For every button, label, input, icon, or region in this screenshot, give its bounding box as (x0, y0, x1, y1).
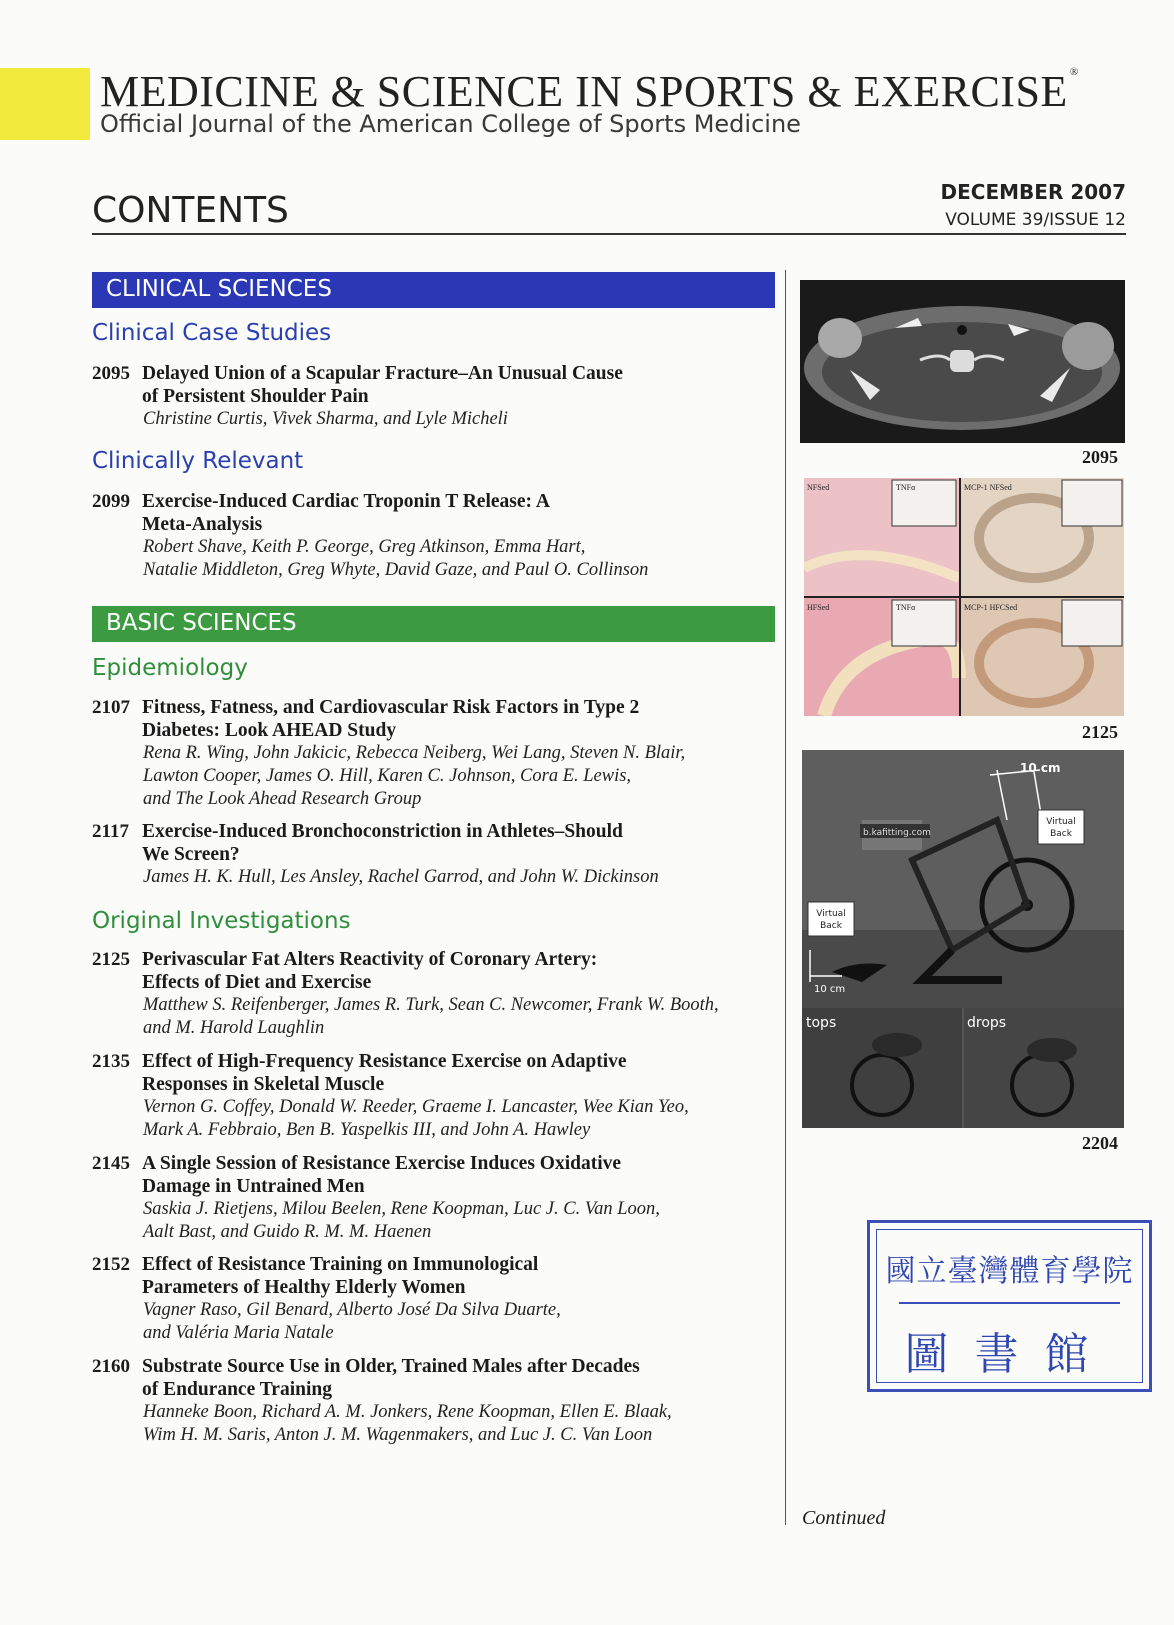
article-authors: Hanneke Boon, Richard A. M. Jonkers, Rene Koopman, Ellen E. Blaak, (143, 1402, 672, 1422)
article-authors: Natalie Middleton, Greg Whyte, David Gaze, and Paul O. Collinson (143, 560, 649, 580)
article-title-line: Fitness, Fatness, and Cardiovascular Risk Factors in Type 2 (142, 697, 640, 718)
article-entry[interactable] (92, 362, 782, 431)
article-page-number: 2099 (92, 491, 130, 512)
subhead-clinical-case-studies: Clinical Case Studies (92, 320, 332, 346)
section-label: BASIC SCIENCES (106, 610, 297, 636)
section-bar-basic-sciences (92, 606, 775, 642)
article-page-number: 2107 (92, 697, 130, 718)
registered-mark: ® (1069, 66, 1079, 78)
article-authors: Rena R. Wing, John Jakicic, Rebecca Neiberg, Wei Lang, Steven N. Blair, (143, 743, 686, 763)
article-authors: and M. Harold Laughlin (143, 1018, 325, 1038)
article-entry[interactable] (92, 490, 782, 582)
continued-note: Continued (802, 1507, 886, 1529)
brand-color-bar (0, 68, 90, 140)
figure-page-number: 2125 (1082, 722, 1118, 742)
histo-label: HFSed (807, 603, 830, 612)
histo-label: NFSed (807, 483, 830, 492)
article-authors: Vernon G. Coffey, Donald W. Reeder, Graeme I. Lancaster, Wee Kian Yeo, (143, 1097, 689, 1117)
article-page-number: 2135 (92, 1051, 130, 1072)
stamp-institution-text: 國立臺灣體育學院 (885, 1255, 1134, 1288)
subhead-epidemiology: Epidemiology (92, 655, 248, 681)
article-authors: Saskia J. Rietjens, Milou Beelen, Rene Koopman, Luc J. C. Van Loon, (143, 1199, 660, 1219)
issue-volume: VOLUME 39/ISSUE 12 (945, 210, 1126, 230)
article-authors: Aalt Bast, and Guido R. M. M. Haenen (143, 1222, 432, 1242)
article-title-line: of Endurance Training (142, 1379, 332, 1400)
library-stamp (867, 1220, 1152, 1392)
bike-fitting-graphic (802, 750, 1124, 1128)
ct-scan-image (800, 280, 1125, 443)
article-entry[interactable] (92, 1253, 782, 1345)
histology-image-grid (804, 478, 1124, 716)
article-authors: Mark A. Febbraio, Ben B. Yaspelkis III, and John A. Hawley (143, 1120, 591, 1140)
bike-fitting-image (802, 750, 1124, 1128)
article-entry[interactable] (92, 1050, 782, 1142)
article-page-number: 2145 (92, 1153, 130, 1174)
section-bar-clinical-sciences (92, 272, 775, 308)
histo-label: TNFα (896, 483, 916, 492)
histo-label: MCP-1 HFCSed (964, 603, 1018, 612)
figure-page-number: 2095 (1082, 447, 1118, 467)
article-authors: James H. K. Hull, Les Ansley, Rachel Garrod, and John W. Dickinson (143, 867, 659, 887)
figure-page-number: 2204 (1082, 1133, 1118, 1153)
journal-subtitle: Official Journal of the American College of Sports Medicine (100, 110, 801, 138)
bike-position-label: tops (806, 1015, 837, 1031)
article-title-line: A Single Session of Resistance Exercise Induces Oxidative (142, 1153, 622, 1174)
article-authors: Matthew S. Reifenberger, James R. Turk, Sean C. Newcomer, Frank W. Booth, (143, 995, 719, 1015)
article-page-number: 2160 (92, 1356, 130, 1377)
article-title-line: Meta-Analysis (142, 514, 263, 535)
article-title-line: Diabetes: Look AHEAD Study (142, 720, 397, 741)
article-title-line: Substrate Source Use in Older, Trained Males after Decades (142, 1356, 640, 1377)
ct-scan-graphic (800, 280, 1125, 443)
article-authors: and The Look Ahead Research Group (143, 789, 422, 809)
article-entry[interactable] (92, 1152, 782, 1244)
article-authors: Robert Shave, Keith P. George, Greg Atkinson, Emma Hart, (143, 537, 586, 557)
subhead-original-investigations: Original Investigations (92, 908, 351, 934)
article-title-line: Responses in Skeletal Muscle (142, 1074, 385, 1095)
article-title-line: Exercise-Induced Bronchoconstriction in Athletes–Should (142, 821, 623, 842)
article-entry[interactable] (92, 696, 782, 811)
bike-website-label: b.kafitting.com (863, 828, 931, 838)
virtual-back-label: Virtual Back (1046, 817, 1076, 839)
bike-dimension-label: 10 cm (814, 984, 846, 995)
article-authors: and Valéria Maria Natale (143, 1323, 334, 1343)
contents-heading: CONTENTS (92, 190, 289, 231)
article-title-line: Delayed Union of a Scapular Fracture–An Unusual Cause (142, 363, 623, 384)
article-title-line: Damage in Untrained Men (142, 1176, 365, 1197)
article-page-number: 2117 (92, 821, 129, 842)
journal-title-text: MEDICINE & SCIENCE IN SPORTS & EXERCISE (100, 67, 1068, 116)
article-title-line: We Screen? (142, 844, 240, 865)
bike-position-label: drops (967, 1015, 1007, 1031)
histology-graphic (804, 478, 1124, 716)
stamp-inner-border (876, 1229, 1143, 1383)
article-title-line: Parameters of Healthy Elderly Women (142, 1277, 466, 1298)
virtual-back-label: Virtual Back (816, 909, 846, 931)
article-title-line: Effect of Resistance Training on Immunological (142, 1254, 539, 1275)
stamp-library-text: 圖書館 (904, 1330, 1115, 1379)
section-label: CLINICAL SCIENCES (106, 276, 332, 302)
article-authors: Vagner Raso, Gil Benard, Alberto José Da Silva Duarte, (143, 1300, 561, 1320)
article-title-line: of Persistent Shoulder Pain (142, 386, 369, 407)
bike-dimension-label: 10 cm (1020, 761, 1061, 775)
histo-label: MCP-1 NFSed (964, 483, 1012, 492)
article-entry[interactable] (92, 820, 782, 889)
article-authors: Christine Curtis, Vivek Sharma, and Lyle Micheli (143, 409, 508, 429)
article-page-number: 2095 (92, 363, 130, 384)
article-authors: Lawton Cooper, James O. Hill, Karen C. Johnson, Cora E. Lewis, (143, 766, 632, 786)
article-page-number: 2152 (92, 1254, 130, 1275)
stamp-divider (899, 1302, 1120, 1304)
histo-label: TNFα (896, 603, 916, 612)
header-divider (92, 233, 1126, 235)
article-title-line: Effects of Diet and Exercise (142, 972, 372, 993)
article-authors: Wim H. M. Saris, Anton J. M. Wagenmakers, and Luc J. C. Van Loon (143, 1425, 653, 1445)
article-entry[interactable] (92, 1355, 782, 1447)
article-entry[interactable] (92, 948, 782, 1040)
column-divider (785, 270, 786, 1525)
issue-date: DECEMBER 2007 (940, 180, 1126, 204)
article-title-line: Exercise-Induced Cardiac Troponin T Release: A (142, 491, 550, 512)
article-page-number: 2125 (92, 949, 130, 970)
subhead-clinically-relevant: Clinically Relevant (92, 448, 304, 474)
article-title-line: Effect of High-Frequency Resistance Exercise on Adaptive (142, 1051, 627, 1072)
article-title-line: Perivascular Fat Alters Reactivity of Coronary Artery: (142, 949, 598, 970)
